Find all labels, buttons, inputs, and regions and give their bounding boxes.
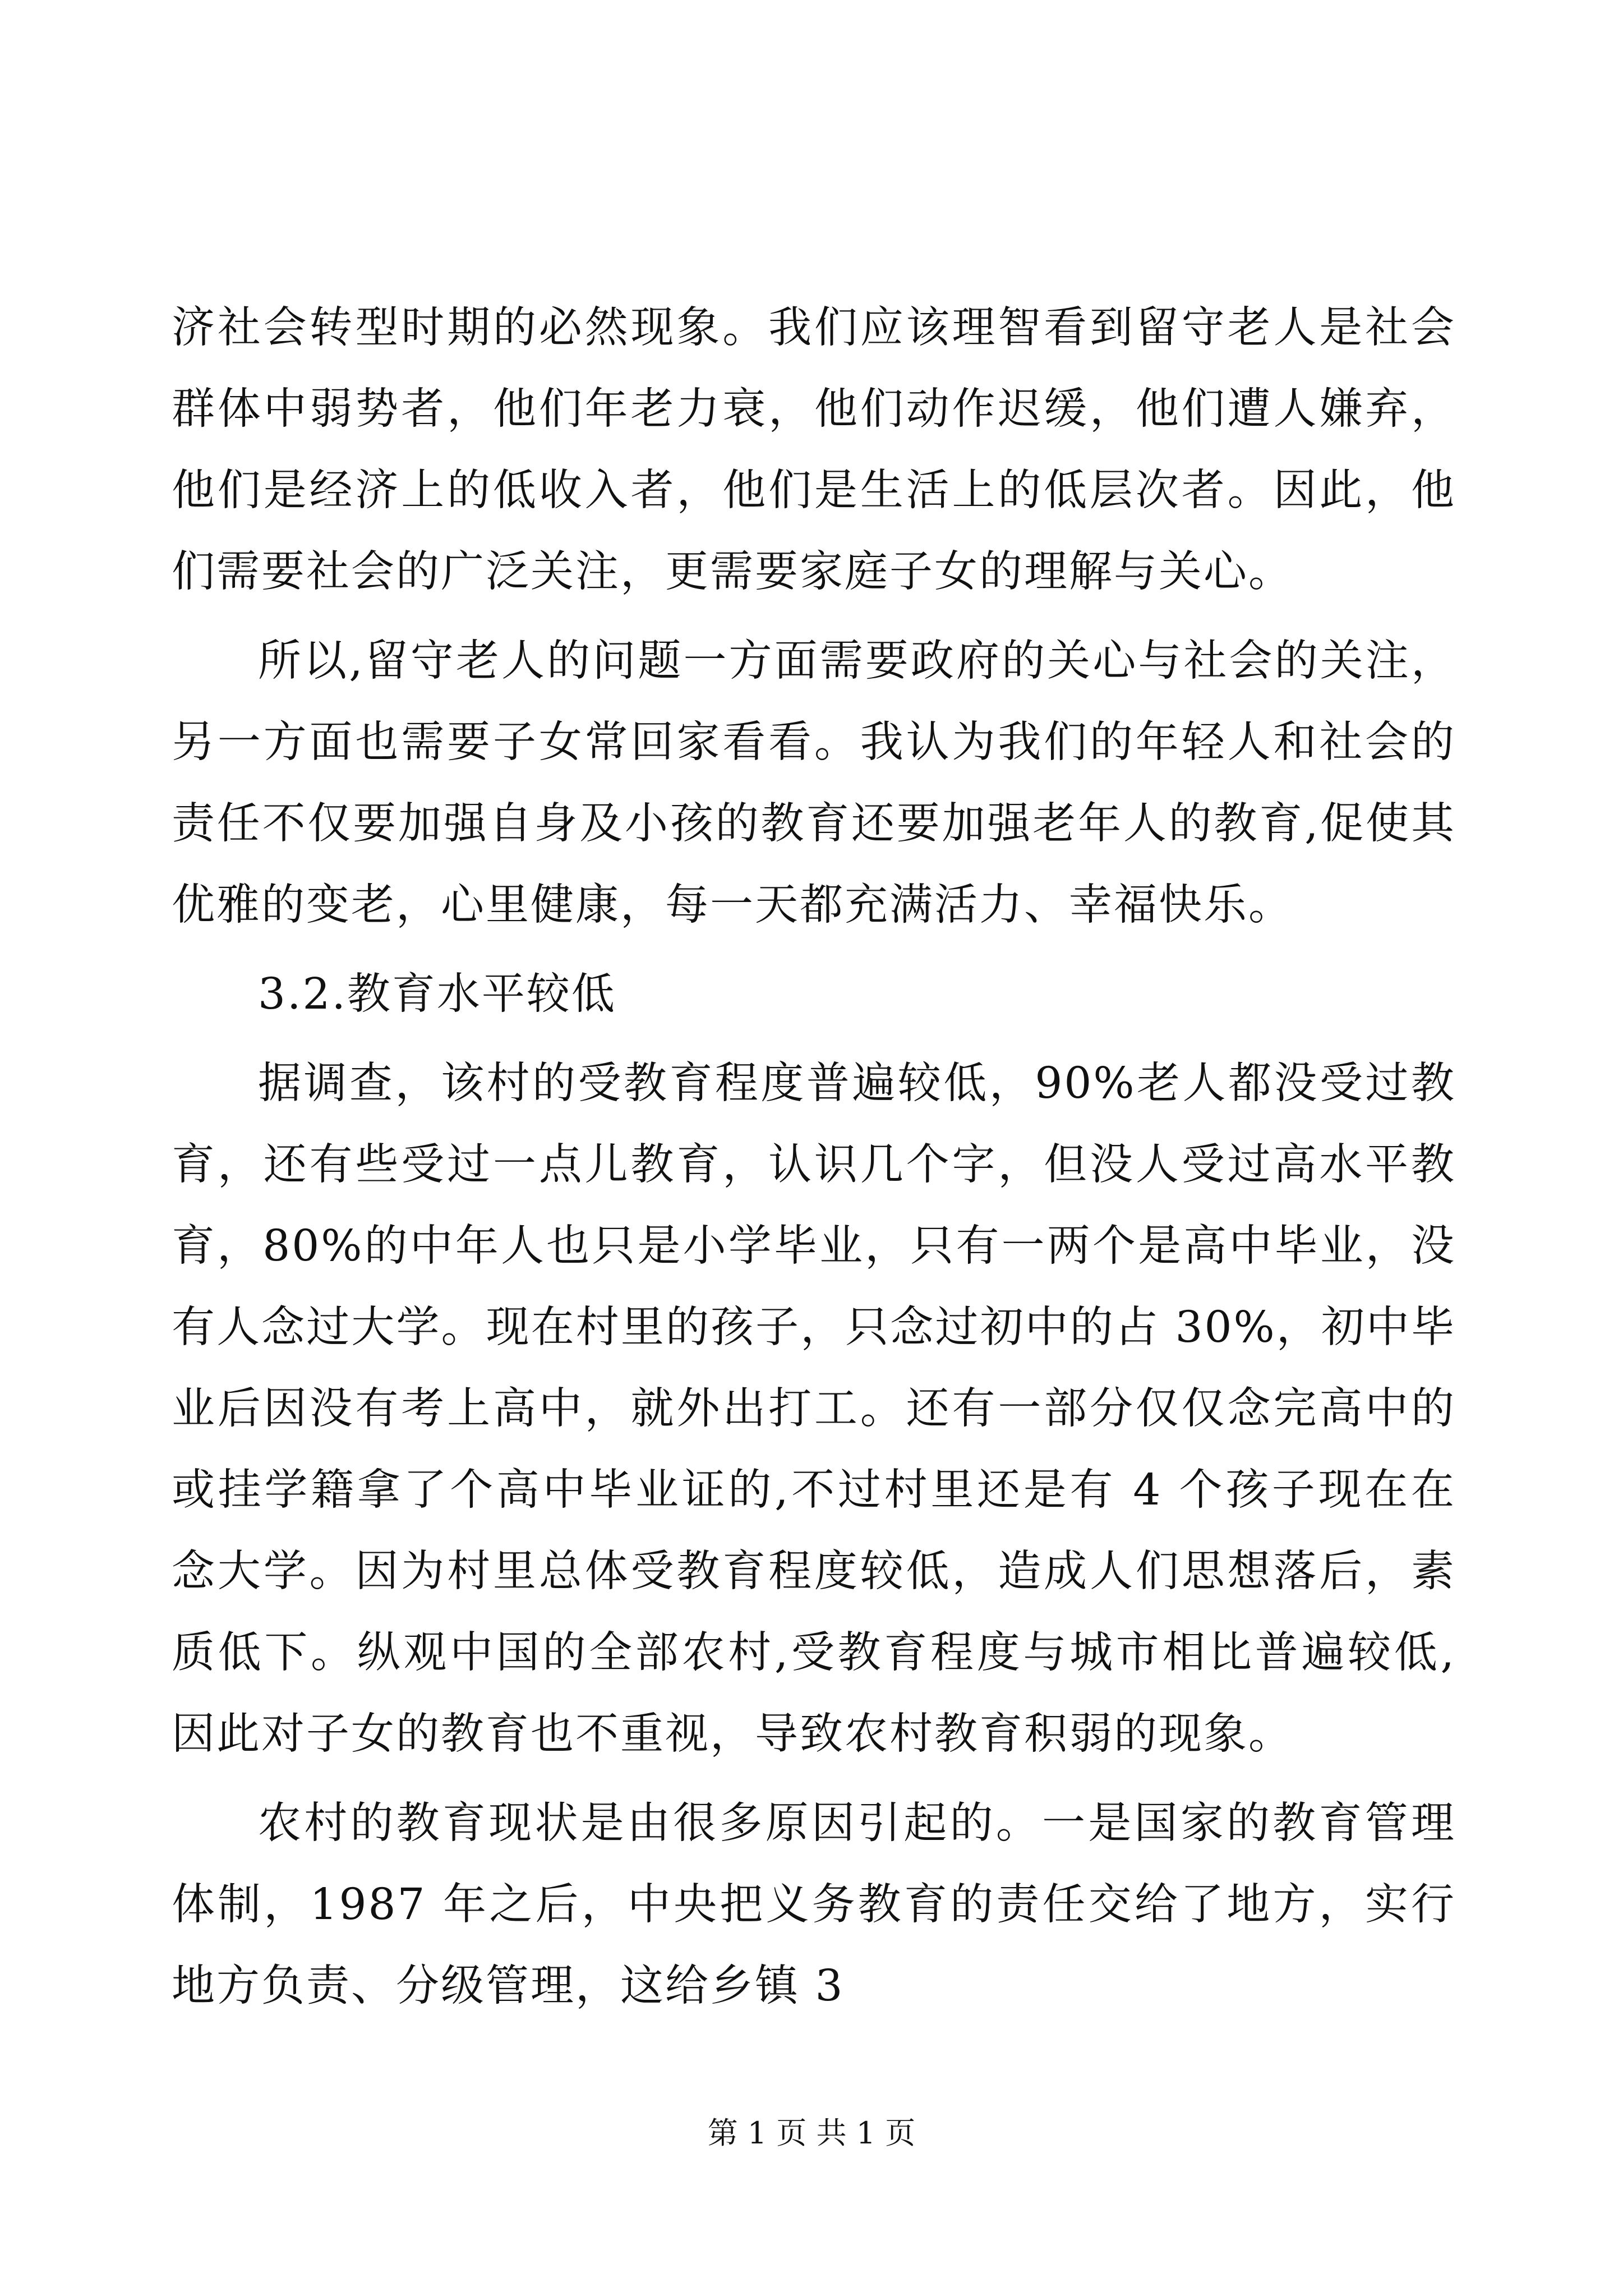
- section-heading: 3.2.教育水平较低: [258, 969, 616, 1019]
- paragraph-1: 济社会转型时期的必然现象。我们应该理智看到留守老人是社会群体中弱势者，他们年老力衰，他们动作迟缓，他们遭人嫌弃，他们是经济上的低收入者，他们是生活上的低层次者。因此，他们需要社会的广泛关注，更需要家庭子女的理解与关心。: [172, 303, 1456, 597]
- paragraph-3: 据调查，该村的受教育程度普遍较低，90%老人都没受过教育，还有些受过一点儿教育，认识几个字，但没人受过高水平教育，80%的中年人也只是小学毕业，只有一两个是高中毕业，没有人念过大学。现在村里的孩子，只念过初中的占 30%，初中毕业后因没有考上高中，就外出打工。还有一部分仅仅念完高中的或挂学籍拿了个高中毕业证的,不过村里还是有 4 个孩子现在在念大学。因为村里总体受教育程度较低，造成人们思想落后，素质低下。纵观中国的全部农村,受教育程度与城市相比普遍较低,因此对子女的教育也不重视，导致农村教育积弱的现象。: [172, 1059, 1456, 1759]
- paragraph-2: 所以,留守老人的问题一方面需要政府的关心与社会的关注，另一方面也需要子女常回家看看。我认为我们的年轻人和社会的责任不仅要加强自身及小孩的教育还要加强老年人的教育,促使其优雅的变老，心里健康，每一天都充满活力、幸福快乐。: [172, 636, 1456, 930]
- paragraph-4: 农村的教育现状是由很多原因引起的。一是国家的教育管理体制，1987 年之后，中央把义务教育的责任交给了地方，实行地方负责、分级管理，这给乡镇 3: [172, 1798, 1456, 2011]
- page-footer: 第 1 页 共 1 页: [707, 2115, 916, 2151]
- document-body: [172, 287, 1456, 2035]
